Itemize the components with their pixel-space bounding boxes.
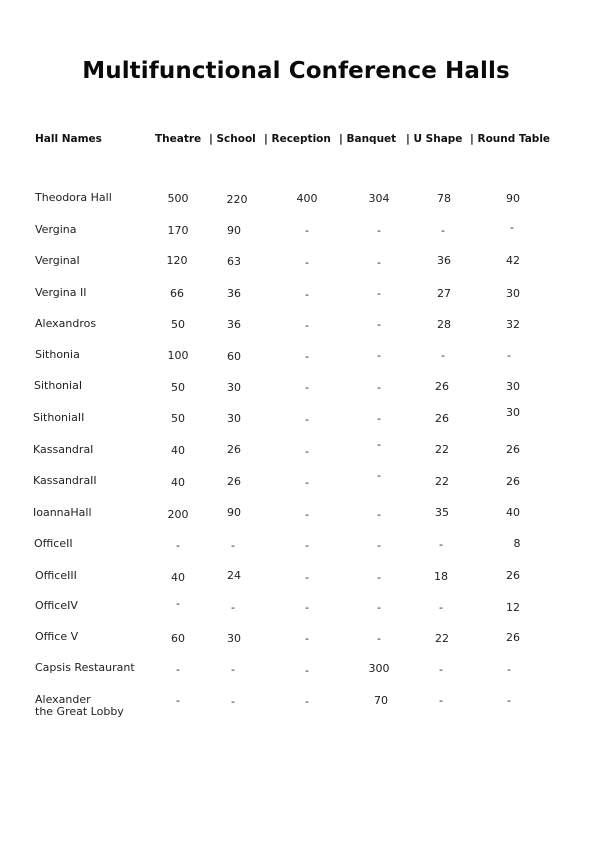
page-title: Multifunctional Conference Halls — [82, 58, 510, 84]
u-shape-value: 26 — [435, 380, 449, 393]
school-value: 36 — [227, 287, 241, 300]
round-table-value: 30 — [506, 287, 520, 300]
banquet-value: - — [377, 539, 381, 552]
theatre-value: - — [176, 694, 180, 707]
hall-name: Alexandros — [35, 317, 97, 330]
hall-name: Theodora Hall — [35, 191, 112, 204]
school-value: 90 — [227, 224, 241, 237]
theatre-value: 40 — [171, 571, 185, 584]
u-shape-value: 26 — [435, 412, 449, 425]
reception-value: - — [305, 288, 309, 301]
hall-name-line-2: the Great Lobby — [35, 705, 124, 718]
round-table-value: 90 — [506, 192, 520, 205]
u-shape-value: - — [439, 694, 443, 707]
u-shape-value: 78 — [437, 192, 451, 205]
header-reception: | Reception — [264, 133, 331, 145]
reception-value: - — [305, 445, 309, 458]
round-table-value: - — [507, 694, 511, 707]
school-value: 24 — [227, 569, 241, 582]
u-shape-value: 28 — [437, 318, 451, 331]
reception-value: - — [305, 256, 309, 269]
school-value: - — [231, 539, 235, 552]
hall-name: KassandraII — [33, 474, 97, 487]
hall-name: KassandraI — [33, 443, 94, 456]
u-shape-value: 36 — [437, 254, 451, 267]
school-value: 30 — [227, 632, 241, 645]
hall-name: SithoniaI — [34, 379, 83, 392]
reception-value: - — [305, 381, 309, 394]
hall-name: OfficeII — [34, 537, 73, 550]
school-value: 60 — [227, 350, 241, 363]
u-shape-value: - — [441, 224, 445, 237]
reception-value: - — [305, 476, 309, 489]
hall-name: Sithonia — [35, 348, 80, 361]
reception-value: - — [305, 413, 309, 426]
u-shape-value: - — [439, 538, 443, 551]
banquet-value: - — [377, 508, 381, 521]
u-shape-value: - — [439, 601, 443, 614]
theatre-value: - — [176, 539, 180, 552]
banquet-value: 304 — [368, 192, 390, 205]
banquet-value: - — [377, 318, 381, 331]
hall-name: OfficeIV — [35, 599, 78, 612]
round-table-value: 26 — [506, 631, 520, 644]
theatre-value: 60 — [171, 632, 185, 645]
round-table-value: 26 — [506, 475, 520, 488]
round-table-value: 42 — [506, 254, 520, 267]
u-shape-value: - — [439, 663, 443, 676]
round-table-value: 40 — [506, 506, 520, 519]
header-u-shape: | U Shape — [406, 133, 463, 145]
school-value: 26 — [227, 443, 241, 456]
theatre-value: 50 — [171, 381, 185, 394]
school-value: 30 — [227, 381, 241, 394]
reception-value: - — [305, 664, 309, 677]
theatre-value: 500 — [167, 192, 189, 205]
theatre-value: 50 — [171, 412, 185, 425]
theatre-value: 170 — [167, 224, 189, 237]
round-table-value: 8 — [513, 537, 521, 550]
u-shape-value: - — [441, 349, 445, 362]
reception-value: - — [305, 319, 309, 332]
banquet-value: - — [377, 287, 381, 300]
theatre-value: - — [176, 663, 180, 676]
round-table-value: - — [510, 221, 514, 234]
round-table-value: 30 — [506, 406, 520, 419]
reception-value: - — [305, 350, 309, 363]
reception-value: - — [305, 508, 309, 521]
hall-name-line-1: Alexander — [35, 693, 91, 706]
header-banquet: | Banquet — [339, 133, 397, 145]
reception-value: 400 — [296, 192, 318, 205]
reception-value: - — [305, 224, 309, 237]
round-table-value: 30 — [506, 380, 520, 393]
u-shape-value: 35 — [435, 506, 449, 519]
hall-name: Vergina II — [35, 286, 87, 299]
theatre-value: 40 — [171, 476, 185, 489]
banquet-value: - — [377, 632, 381, 645]
banquet-value: - — [377, 412, 381, 425]
school-value: - — [231, 601, 235, 614]
round-table-value: 32 — [506, 318, 520, 331]
theatre-value: - — [176, 597, 180, 610]
banquet-value: - — [377, 224, 381, 237]
school-value: 36 — [227, 318, 241, 331]
school-value: 26 — [227, 475, 241, 488]
reception-value: - — [305, 632, 309, 645]
hall-name: Capsis Restaurant — [35, 661, 135, 674]
banquet-value: - — [377, 601, 381, 614]
theatre-value: 40 — [171, 444, 185, 457]
banquet-value: - — [377, 438, 381, 451]
hall-name: Vergina — [35, 223, 77, 236]
theatre-value: 120 — [166, 254, 188, 267]
round-table-value: 12 — [506, 601, 520, 614]
banquet-value: - — [377, 469, 381, 482]
banquet-value: 70 — [374, 694, 388, 707]
round-table-value: - — [507, 663, 511, 676]
u-shape-value: 22 — [435, 632, 449, 645]
reception-value: - — [305, 571, 309, 584]
banquet-value: - — [377, 381, 381, 394]
theatre-value: 50 — [171, 318, 185, 331]
reception-value: - — [305, 539, 309, 552]
banquet-value: - — [377, 349, 381, 362]
round-table-value: 26 — [506, 443, 520, 456]
school-value: 90 — [227, 506, 241, 519]
theatre-value: 200 — [167, 508, 189, 521]
u-shape-value: 27 — [437, 287, 451, 300]
u-shape-value: 22 — [435, 475, 449, 488]
round-table-value: - — [507, 349, 511, 362]
banquet-value: 300 — [368, 662, 390, 675]
header-round-table: | Round Table — [470, 133, 551, 145]
school-value: 220 — [226, 193, 248, 206]
theatre-value: 66 — [170, 287, 184, 300]
hall-name: Office V — [35, 630, 79, 643]
banquet-value: - — [377, 256, 381, 269]
hall-name: IoannaHall — [33, 506, 92, 519]
reception-value: - — [305, 601, 309, 614]
reception-value: - — [305, 695, 309, 708]
round-table-value: 26 — [506, 569, 520, 582]
hall-name: SithoniaII — [33, 411, 85, 424]
hall-name: OfficeIII — [35, 569, 77, 582]
u-shape-value: 22 — [435, 443, 449, 456]
hall-name: VerginaI — [35, 254, 80, 267]
school-value: - — [231, 663, 235, 676]
school-value: 30 — [227, 412, 241, 425]
school-value: 63 — [227, 255, 241, 268]
theatre-value: 100 — [167, 349, 189, 362]
header-hall-names: Hall Names — [35, 133, 102, 145]
banquet-value: - — [377, 571, 381, 584]
header-theatre: Theatre — [155, 133, 202, 145]
header-school: | School — [209, 133, 256, 145]
school-value: - — [231, 695, 235, 708]
u-shape-value: 18 — [434, 570, 448, 583]
